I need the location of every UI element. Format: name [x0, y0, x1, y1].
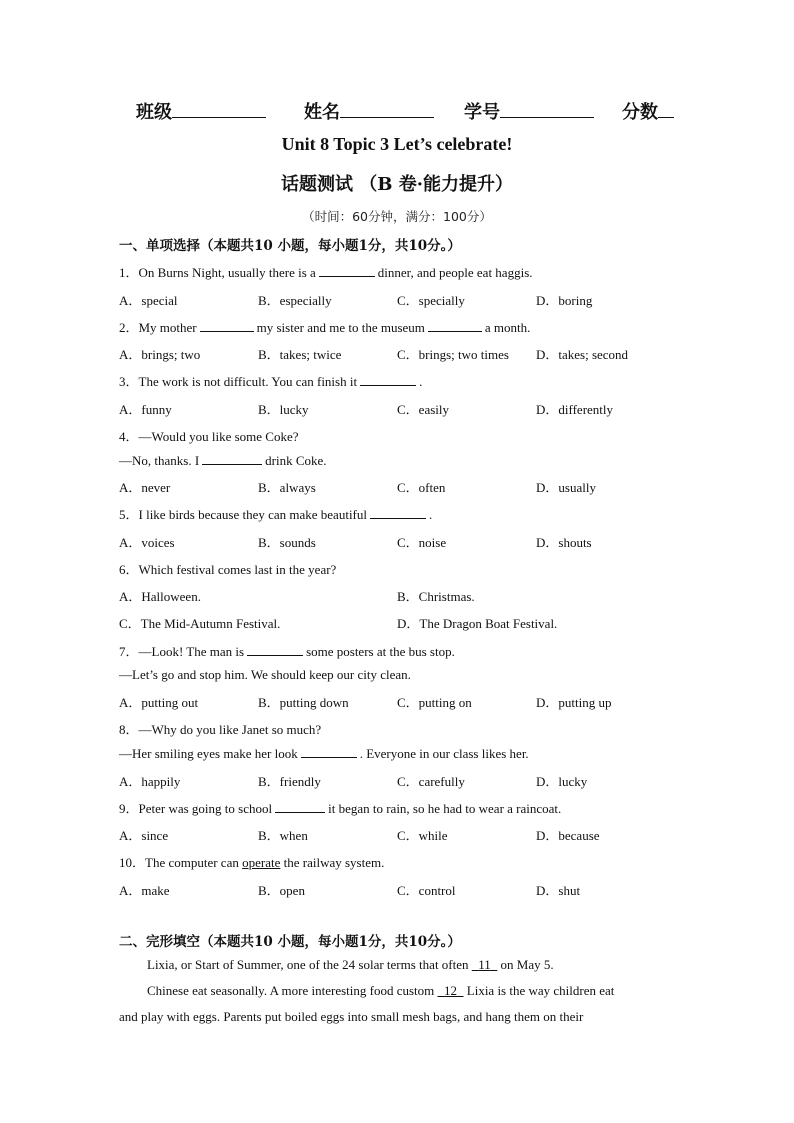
cloze-blank-11: 11	[478, 957, 491, 972]
option[interactable]: B．Christmas.	[397, 589, 475, 604]
question-5: 5．I like birds because they can make beautiful .	[119, 507, 433, 522]
option[interactable]: A．Halloween.	[119, 589, 201, 604]
option[interactable]: D．usually	[536, 480, 596, 495]
answer-blank	[428, 319, 482, 332]
cloze-paragraph-line-2: Chinese eat seasonally. A more interesting food custom 12 Lixia is the way children eat	[147, 983, 615, 998]
option[interactable]: C．easily	[397, 402, 449, 417]
option[interactable]: B．when	[258, 828, 308, 843]
question-8-reply: —Her smiling eyes make her look . Everyone in our class likes her.	[119, 746, 529, 761]
question-7: 7．—Look! The man is some posters at the bus stop.	[119, 644, 455, 659]
option[interactable]: B．open	[258, 883, 305, 898]
answer-blank	[275, 800, 325, 813]
underlined-word: operate	[242, 855, 281, 870]
question-4: 4．—Would you like some Coke?	[119, 429, 299, 444]
id-label: 学号	[464, 102, 500, 123]
test-title: 话题测试 （B 卷·能力提升）	[280, 174, 513, 195]
option[interactable]: B．always	[258, 480, 316, 495]
option[interactable]: D．shouts	[536, 535, 592, 550]
cloze-paragraph-line-3: and play with eggs. Parents put boiled eggs into small mesh bags, and hang them on their	[119, 1009, 584, 1024]
option[interactable]: D．shut	[536, 883, 581, 898]
id-field[interactable]	[464, 98, 594, 124]
unit-title: Unit 8 Topic 3 Let’s celebrate!	[281, 134, 513, 154]
option[interactable]: A．happily	[119, 774, 181, 789]
answer-blank	[202, 452, 262, 465]
section2-heading: 二、完形填空（本题共10 小题，每小题1分，共10分。）	[119, 934, 461, 950]
question-10: 10．The computer can operate the railway system.	[119, 855, 385, 870]
score-field[interactable]	[622, 98, 674, 124]
score-label: 分数	[622, 102, 658, 123]
class-label: 班级	[136, 102, 172, 123]
answer-blank	[319, 264, 375, 277]
name-field[interactable]	[304, 98, 434, 124]
question-3: 3．The work is not difficult. You can finish it .	[119, 374, 423, 389]
name-label: 姓名	[304, 102, 340, 123]
option[interactable]: D．lucky	[536, 774, 588, 789]
question-1: 1．On Burns Night, usually there is a dinner, and people eat haggis.	[119, 265, 533, 280]
answer-blank	[247, 643, 303, 656]
option[interactable]: C．carefully	[397, 774, 465, 789]
option[interactable]: B．sounds	[258, 535, 316, 550]
option[interactable]: A．brings; two	[119, 347, 201, 362]
option[interactable]: A．funny	[119, 402, 172, 417]
section1-heading: 一、单项选择（本题共10 小题，每小题1分，共10分。）	[119, 238, 461, 254]
option[interactable]: A．never	[119, 480, 171, 495]
class-field[interactable]	[136, 98, 266, 124]
option[interactable]: A．putting out	[119, 695, 199, 710]
option[interactable]: B．lucky	[258, 402, 309, 417]
option[interactable]: D．The Dragon Boat Festival.	[397, 616, 558, 631]
question-2: 2．My mother my sister and me to the museum a month.	[119, 320, 531, 335]
answer-blank	[200, 319, 254, 332]
option[interactable]: D．differently	[536, 402, 614, 417]
option[interactable]: C．often	[397, 480, 446, 495]
option[interactable]: D．takes; second	[536, 347, 629, 362]
class-blank[interactable]	[172, 99, 266, 118]
answer-blank	[360, 373, 416, 386]
option[interactable]: A．voices	[119, 535, 175, 550]
option[interactable]: B．especially	[258, 293, 332, 308]
question-7-reply: —Let’s go and stop him. We should keep our city clean.	[119, 667, 411, 682]
question-4-reply: —No, thanks. I drink Coke.	[119, 453, 327, 468]
option[interactable]: A．since	[119, 828, 169, 843]
answer-blank	[370, 506, 426, 519]
score-blank[interactable]	[658, 99, 674, 118]
name-blank[interactable]	[340, 99, 434, 118]
cloze-paragraph-line-1: Lixia, or Start of Summer, one of the 24 solar terms that often 11 on May 5.	[147, 957, 554, 972]
option[interactable]: D．boring	[536, 293, 593, 308]
option[interactable]: A．make	[119, 883, 170, 898]
student-info-line	[136, 98, 696, 124]
test-meta: （时间：60分钟，满分：100分）	[302, 209, 492, 224]
question-6: 6．Which festival comes last in the year?	[119, 562, 337, 577]
option[interactable]: B．takes; twice	[258, 347, 342, 362]
option[interactable]: D．putting up	[536, 695, 612, 710]
id-blank[interactable]	[500, 99, 594, 118]
option[interactable]: C．brings; two times	[397, 347, 509, 362]
option[interactable]: D．because	[536, 828, 600, 843]
question-8: 8．—Why do you like Janet so much?	[119, 722, 322, 737]
option[interactable]: C．while	[397, 828, 448, 843]
option[interactable]: C．noise	[397, 535, 447, 550]
option[interactable]: C．The Mid-Autumn Festival.	[119, 616, 281, 631]
answer-blank	[301, 745, 357, 758]
option[interactable]: C．specially	[397, 293, 465, 308]
option[interactable]: C．control	[397, 883, 456, 898]
cloze-blank-12: 12	[444, 983, 458, 998]
option[interactable]: B．putting down	[258, 695, 349, 710]
option[interactable]: A．special	[119, 293, 178, 308]
option[interactable]: B．friendly	[258, 774, 321, 789]
option[interactable]: C．putting on	[397, 695, 472, 710]
question-9: 9．Peter was going to school it began to rain, so he had to wear a raincoat.	[119, 801, 562, 816]
